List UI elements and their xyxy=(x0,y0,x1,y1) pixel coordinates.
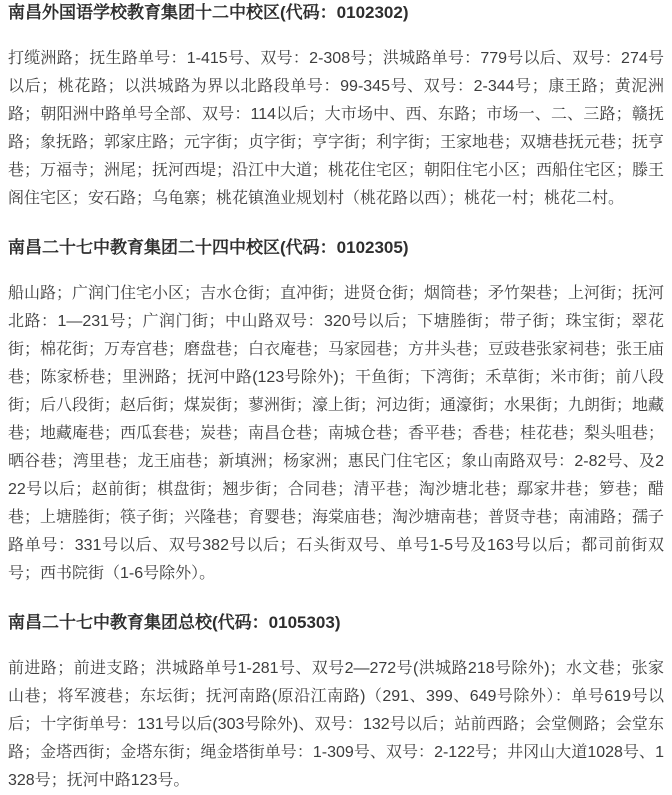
section-body-twelfth-middle-school: 打缆洲路；抚生路单号：1-415号、双号：2-308号；洪城路单号：779号以后、双号：274号以后；桃花路；以洪城路为界以北路段单号：99-345号、双号：2-344号；康王路；黄泥洲路；朝阳洲中路单号全部、双号：114以后；大市场中、西、东路；市场一、二、三路；赣抚路；象抚路；郭家庄路；元字街；贞字街；亨字街；利字街；王家地巷；双塘巷抚元巷；抚亨巷；万福寺；洲尾；抚河西堤；沿江中大道；桃花住宅区；朝阳住宅小区；西船住宅区；滕王阁住宅区；安石路；乌龟寨；桃花镇渔业规划村（桃花路以西）；桃花一村；桃花二村。 xyxy=(8,50,665,207)
section-title-twenty-fourth-middle-school: 南昌二十七中教育集团二十四中校区(代码：0102305) xyxy=(8,238,409,257)
section-title-twenty-seventh-main-school: 南昌二十七中教育集团总校(代码：0105303) xyxy=(8,613,341,632)
section-body-twenty-seventh-main-school: 前进路；前进支路；洪城路单号1-281号、双号2—272号(洪城路218号除外)；水文巷；张家山巷；将军渡巷；东坛街；抚河南路(原沿江南路)（291、399、649号除外）：单号619号以后；十字街单号：131号以后(303号除外)、双号：132号以后；站前西路；会堂侧路；会堂东路；金塔西街；金塔东街；绳金塔街单号：1-309号、双号：2-122号；井冈山大道1028号、1328号；抚河中路123号。 xyxy=(8,660,664,789)
section-body-twenty-fourth-middle-school: 船山路；广润门住宅小区；吉水仓街；直冲街；进贤仓街；烟筒巷；矛竹架巷；上河街；抚河北路：1—231号；广润门街；中山路双号：320号以后；下塘塍街；带子街；珠宝街；翠花街；棉花街；万寿宫巷；磨盘巷；白衣庵巷；马家园巷；方井头巷；豆豉巷张家祠巷；张王庙巷；陈家桥巷；里洲路；抚河中路(123号除外)；干鱼街；下湾街；禾草街；米市街；前八段街；后八段街；赵后街；煤炭街；蓼洲街；濠上街；河边街；通濠街；水果街；九朗街；地藏巷；地藏庵巷；西瓜套巷；炭巷；南昌仓巷；南城仓巷；香平巷；香巷；桂花巷；梨头咀巷；晒谷巷；湾里巷；龙王庙巷；新填洲；杨家洲；惠民门住宅区；象山南路双号：2-82号、及222号以后；赵前街；棋盘街；翘步街；合同巷；清平巷；淘沙塘北巷；鄢家井巷；箩巷；醋巷；上塘塍街；筷子街；兴隆巷；育婴巷；海棠庙巷；淘沙塘南巷；普贤寺巷；南浦路；孺子路单号：331号以后、双号382号以后；石头街双号、单号1-5号及163号以后；都司前街双号；西书院街（1-6号除外）。 xyxy=(8,285,665,582)
section-title-twelfth-middle-school: 南昌外国语学校教育集团十二中校区(代码：0102302) xyxy=(8,3,409,22)
school-district-document xyxy=(8,2,664,795)
section-twenty-fourth-middle-school xyxy=(8,237,664,588)
section-twelfth-middle-school xyxy=(8,2,664,213)
section-twenty-seventh-main-school xyxy=(8,612,664,795)
